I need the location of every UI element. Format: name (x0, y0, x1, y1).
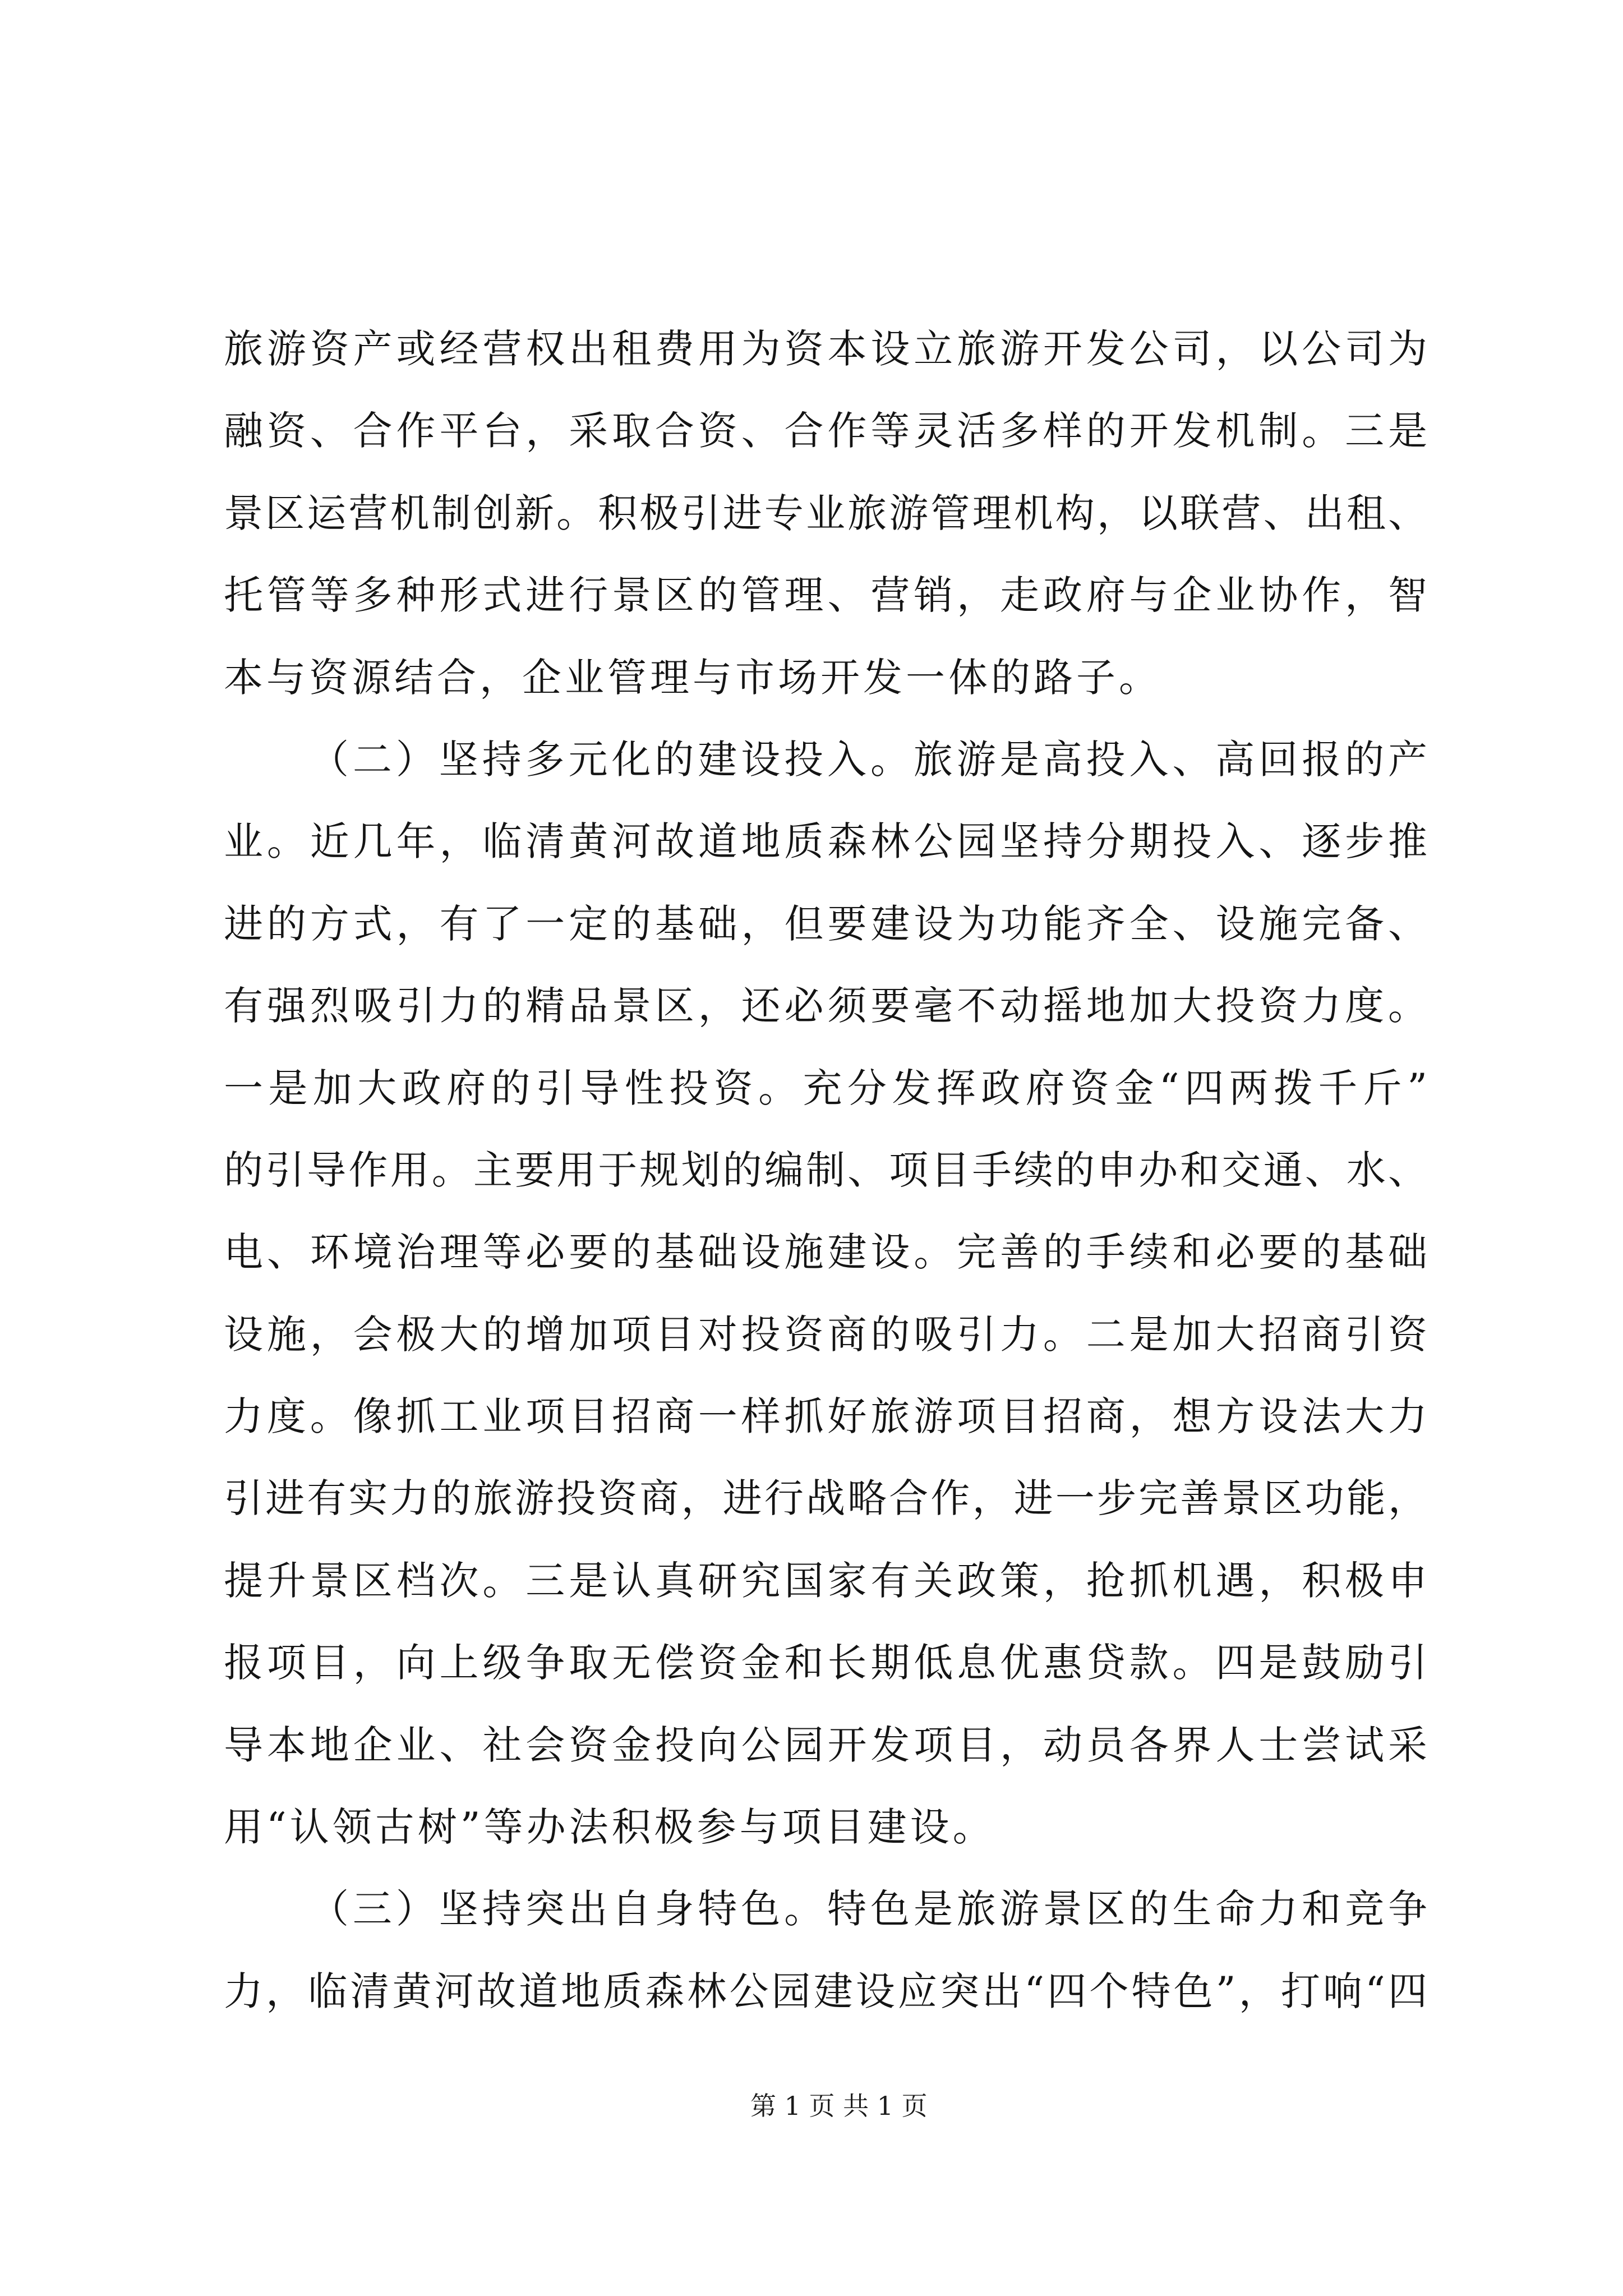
text-line: （三）坚持突出自身特色。特色是旅游景区的生命力和竞争 (310, 1886, 1427, 1932)
body-paragraph-section-2 (224, 719, 1427, 1868)
text-line: 提升景区档次。三是认真研究国家有关政策，抢抓机遇，积极申 (224, 1557, 1427, 1604)
text-line: 的引导作用。主要用于规划的编制、项目手续的申办和交通、水、 (224, 1147, 1427, 1193)
text-line: 有强烈吸引力的精品景区，还必须要毫不动摇地加大投资力度。 (224, 983, 1427, 1029)
text-line: 力，临清黄河故道地质森林公园建设应突出“四个特色”，打响“四 (224, 1968, 1427, 2014)
text-line: 力度。像抓工业项目招商一样抓好旅游项目招商，想方设法大力 (224, 1393, 1427, 1440)
text-line: 导本地企业、社会资金投向公园开发项目，动员各界人士尝试采 (224, 1722, 1427, 1768)
text-line: 设施，会极大的增加项目对投资商的吸引力。二是加大招商引资 (224, 1311, 1427, 1358)
text-line: 一是加大政府的引导性投资。充分发挥政府资金“四两拨千斤” (224, 1065, 1427, 1111)
text-line: 景区运营机制创新。积极引进专业旅游管理机构，以联营、出租、 (224, 490, 1427, 536)
text-line: 引进有实力的旅游投资商，进行战略合作，进一步完善景区功能， (224, 1475, 1427, 1522)
text-line: 报项目，向上级争取无偿资金和长期低息优惠贷款。四是鼓励引 (224, 1640, 1427, 1686)
text-line: 用“认领古树”等办法积极参与项目建设。 (224, 1804, 995, 1851)
body-paragraph-section-3 (224, 1868, 1427, 2032)
text-line: 电、环境治理等必要的基础设施建设。完善的手续和必要的基础 (224, 1229, 1427, 1276)
text-line: 旅游资产或经营权出租费用为资本设立旅游开发公司，以公司为 (224, 326, 1427, 372)
document-body (224, 308, 1427, 2032)
text-line: 融资、合作平台，采取合资、合作等灵活多样的开发机制。三是 (224, 408, 1427, 454)
body-paragraph-continued (224, 308, 1427, 719)
text-line: （二）坚持多元化的建设投入。旅游是高投入、高回报的产 (310, 736, 1427, 783)
text-line: 托管等多种形式进行景区的管理、营销，走政府与企业协作，智 (224, 572, 1427, 619)
page-number-footer: 第 1 页 共 1 页 (750, 2091, 928, 2121)
text-line: 业。近几年，临清黄河故道地质森林公园坚持分期投入、逐步推 (224, 818, 1427, 865)
text-line: 进的方式，有了一定的基础，但要建设为功能齐全、设施完备、 (224, 900, 1427, 947)
text-line: 本与资源结合，企业管理与市场开发一体的路子。 (224, 654, 1161, 701)
